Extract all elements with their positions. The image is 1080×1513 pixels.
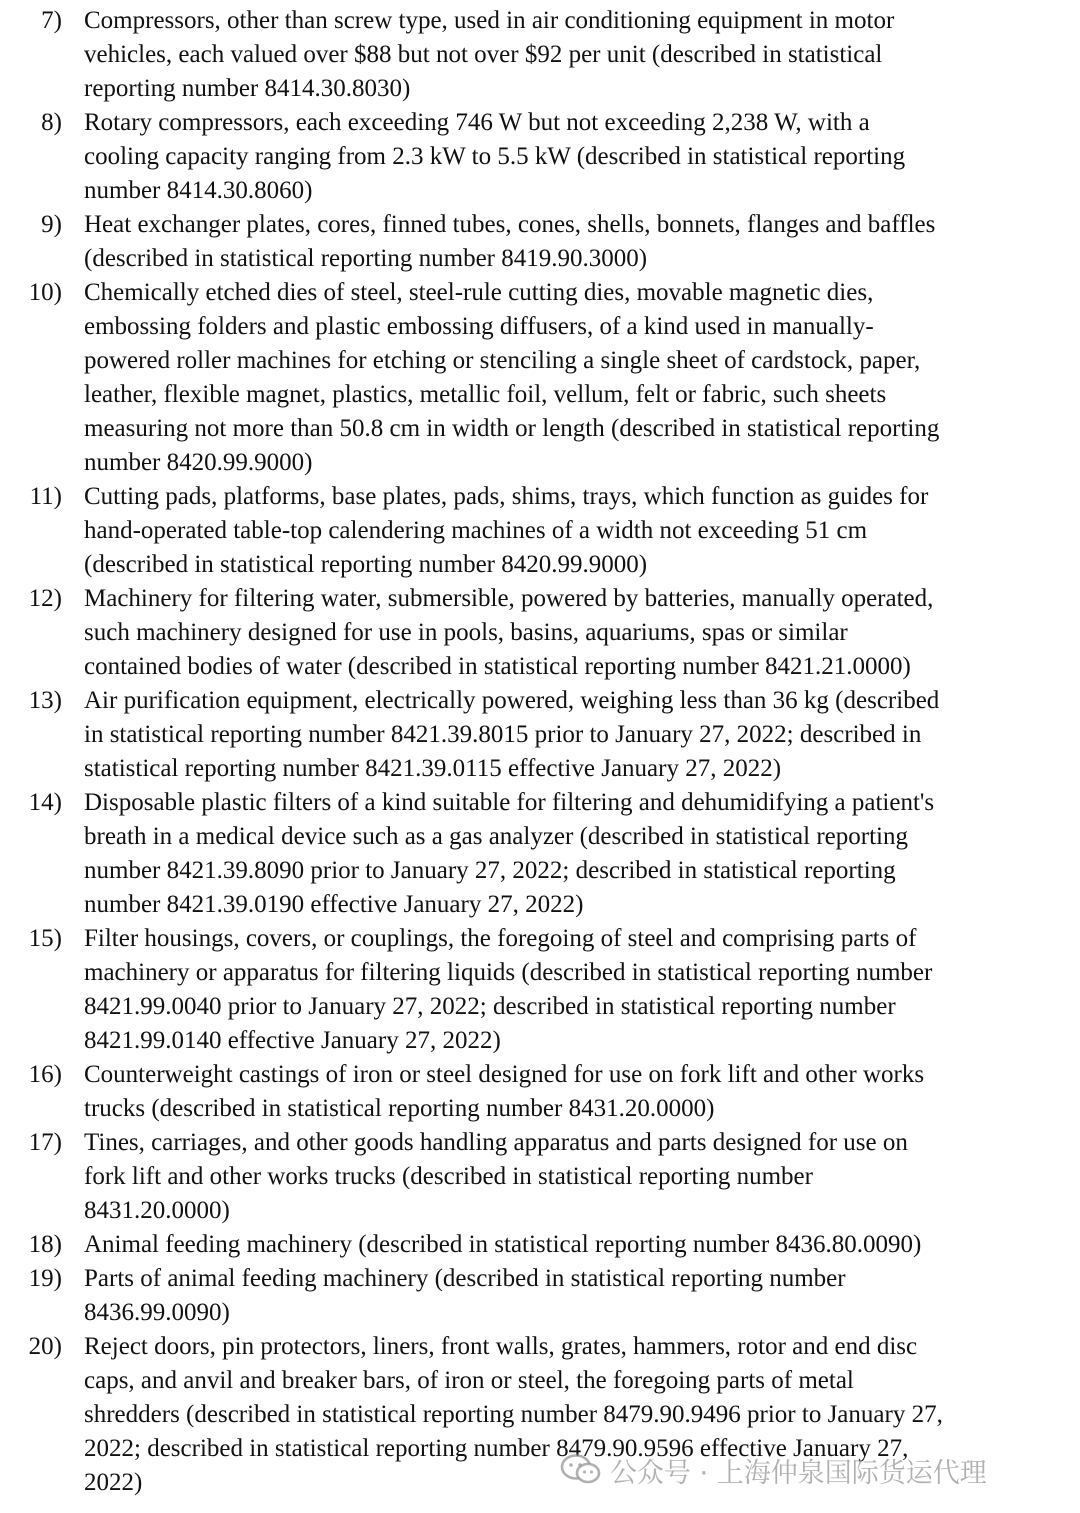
item-text-line: number 8414.30.8060) xyxy=(84,177,313,204)
item-text-line: Reject doors, pin protectors, liners, front walls, grates, hammers, rotor and end disc xyxy=(84,1333,918,1360)
item-number: 12) xyxy=(28,585,62,612)
item-text-line: 8421.99.0040 prior to January 27, 2022; described in statistical reporting number xyxy=(84,993,896,1020)
item-text-line: Animal feeding machinery (described in statistical reporting number 8436.80.0090) xyxy=(84,1231,922,1258)
item-text-line: Disposable plastic filters of a kind suitable for filtering and dehumidifying a patient's xyxy=(84,789,935,816)
item-text xyxy=(84,1058,1044,1126)
item-number: 8) xyxy=(41,109,62,136)
item-text xyxy=(84,276,1044,480)
item-text xyxy=(84,208,1044,276)
item-text-line: number 8421.39.8090 prior to January 27, 2022; described in statistical reporting xyxy=(84,857,896,884)
item-text-line: Air purification equipment, electrically powered, weighing less than 36 kg (described xyxy=(84,687,940,714)
item-text-line: Compressors, other than screw type, used in air conditioning equipment in motor xyxy=(84,7,895,34)
item-text-line: shredders (described in statistical reporting number 8479.90.9496 prior to January 27, xyxy=(84,1401,943,1428)
item-number: 14) xyxy=(28,789,62,816)
item-number: 7) xyxy=(41,7,62,34)
item-text xyxy=(84,786,1044,922)
item-text-line: Rotary compressors, each exceeding 746 W but not exceeding 2,238 W, with a xyxy=(84,109,870,136)
watermark xyxy=(560,1450,987,1490)
item-text-line: breath in a medical device such as a gas analyzer (described in statistical reporting xyxy=(84,823,908,850)
item-number: 10) xyxy=(28,279,62,306)
item-text-line: such machinery designed for use in pools, basins, aquariums, spas or similar xyxy=(84,619,848,646)
item-text-line: hand-operated table-top calendering machines of a width not exceeding 51 cm xyxy=(84,517,868,544)
item-text xyxy=(84,4,1044,106)
item-text-line: machinery or apparatus for filtering liquids (described in statistical reporting number xyxy=(84,959,933,986)
item-text xyxy=(84,684,1044,786)
item-text xyxy=(84,1228,1044,1262)
item-number: 20) xyxy=(28,1333,62,1360)
item-text xyxy=(84,106,1044,208)
item-number: 17) xyxy=(28,1129,62,1156)
item-number: 15) xyxy=(28,925,62,952)
item-text-line: caps, and anvil and breaker bars, of iron or steel, the foregoing parts of metal xyxy=(84,1367,854,1394)
item-text-line: vehicles, each valued over $88 but not over $92 per unit (described in statistical xyxy=(84,41,883,68)
item-number: 13) xyxy=(28,687,62,714)
item-text-line: Heat exchanger plates, cores, finned tubes, cones, shells, bonnets, flanges and baffles xyxy=(84,211,936,238)
item-text-line: Tines, carriages, and other goods handling apparatus and parts designed for use on xyxy=(84,1129,908,1156)
item-text-line: Filter housings, covers, or couplings, the foregoing of steel and comprising parts of xyxy=(84,925,917,952)
item-text-line: number 8420.99.9000) xyxy=(84,449,313,476)
item-number: 16) xyxy=(28,1061,62,1088)
item-text-line: cooling capacity ranging from 2.3 kW to 5.5 kW (described in statistical reporting xyxy=(84,143,906,170)
item-text-line: powered roller machines for etching or stenciling a single sheet of cardstock, paper, xyxy=(84,347,921,374)
item-text-line: 8436.99.0090) xyxy=(84,1299,230,1326)
item-text-line: measuring not more than 50.8 cm in width or length (described in statistical reporting xyxy=(84,415,940,442)
item-text-line: Machinery for filtering water, submersible, powered by batteries, manually operated, xyxy=(84,585,934,612)
item-text-line: (described in statistical reporting number 8419.90.3000) xyxy=(84,245,648,272)
item-number: 19) xyxy=(28,1265,62,1292)
item-text-line: reporting number 8414.30.8030) xyxy=(84,75,411,102)
item-text-line: 2022; described in statistical reporting number 8479.90.9596 effective January 27, xyxy=(84,1435,909,1462)
item-text xyxy=(84,1262,1044,1330)
item-text xyxy=(84,1126,1044,1228)
watermark-text: 公众号 · 上海仲泉国际货运代理 xyxy=(610,1457,987,1489)
item-text-line: 8431.20.0000) xyxy=(84,1197,230,1224)
item-text xyxy=(84,582,1044,684)
item-number: 18) xyxy=(28,1231,62,1258)
item-number: 11) xyxy=(29,483,62,510)
item-text-line: Chemically etched dies of steel, steel-rule cutting dies, movable magnetic dies, xyxy=(84,279,874,306)
item-text-line: number 8421.39.0190 effective January 27, 2022) xyxy=(84,891,584,918)
wechat-icon xyxy=(560,1453,602,1487)
item-text xyxy=(84,922,1044,1058)
item-text-line: (described in statistical reporting number 8420.99.9000) xyxy=(84,551,648,578)
item-text-line: trucks (described in statistical reporting number 8431.20.0000) xyxy=(84,1095,715,1122)
item-text-line: embossing folders and plastic embossing diffusers, of a kind used in manually- xyxy=(84,313,874,340)
item-text-line: leather, flexible magnet, plastics, metallic foil, vellum, felt or fabric, such sheets xyxy=(84,381,887,408)
item-text xyxy=(84,480,1044,582)
item-text-line: Parts of animal feeding machinery (described in statistical reporting number xyxy=(84,1265,846,1292)
item-text-line: in statistical reporting number 8421.39.8015 prior to January 27, 2022; described in xyxy=(84,721,922,748)
item-text-line: statistical reporting number 8421.39.0115 effective January 27, 2022) xyxy=(84,755,782,782)
item-text-line: Cutting pads, platforms, base plates, pads, shims, trays, which function as guides for xyxy=(84,483,929,510)
item-text-line: 2022) xyxy=(84,1469,143,1496)
item-text-line: fork lift and other works trucks (described in statistical reporting number xyxy=(84,1163,813,1190)
item-number: 9) xyxy=(41,211,62,238)
item-text-line: 8421.99.0140 effective January 27, 2022) xyxy=(84,1027,501,1054)
item-text-line: Counterweight castings of iron or steel designed for use on fork lift and other works xyxy=(84,1061,925,1088)
item-text-line: contained bodies of water (described in statistical reporting number 8421.21.0000) xyxy=(84,653,911,680)
